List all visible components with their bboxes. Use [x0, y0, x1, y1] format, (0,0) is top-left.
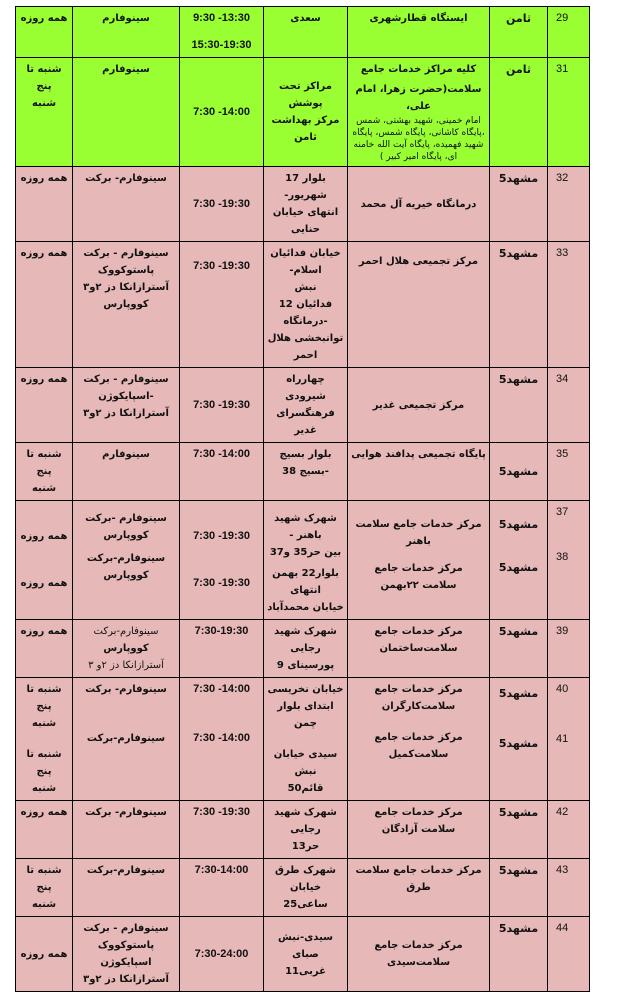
station-cell: پایگاه تجمیعی پدافند هوایی	[348, 443, 490, 501]
station-cell: مرکز خدمات جامع سلامت آزادگان	[348, 801, 490, 859]
station-cell: کلیه مراکز خدمات جامع سلامت(حضرت زهرا، امام علی، امام خمینی، شهید بهشتی، شمس ،پایگاه کاشانی، پایگاه شمس، پایگاه شهید فهمیده، پایگاه آیت الله خامنه ای، پایگاه امیر کبیر )	[348, 58, 490, 167]
city-cell: ثامن	[490, 58, 548, 167]
time-cell: 7:30 -19:30	[180, 167, 264, 242]
row-number: 31	[548, 58, 590, 167]
city-cell: مشهد5	[490, 443, 548, 501]
time-cell: 7:30 -19:30 7:30 -19:30	[180, 501, 264, 620]
city-cell: مشهد5	[490, 368, 548, 443]
table-row	[16, 501, 590, 620]
days-cell: شنبه تا پنج شنبه	[16, 443, 73, 501]
city-cell: مشهد5	[490, 167, 548, 242]
vaccine-cell: سینوفارم-برکت	[73, 859, 180, 917]
station-cell: مرکز خدمات جامع سلامت باهنر مرکز خدمات جامع سلامت ۲۲بهمن	[348, 501, 490, 620]
vaccination-schedule-table	[15, 6, 590, 992]
time-cell: 7:30 -14:00	[180, 443, 264, 501]
time-cell: 7:30 -19:30	[180, 242, 264, 368]
days-cell: همه روزه	[16, 620, 73, 678]
time-cell: 7:30-14:00	[180, 859, 264, 917]
time-cell: 7:30 -14:00 7:30 -14:00	[180, 678, 264, 801]
row-number: 33	[548, 242, 590, 368]
station-cell: مرکز خدمات جامع سلامت‌ساختمان	[348, 620, 490, 678]
table-row	[16, 620, 590, 678]
address-cell: خیابان فدائیان اسلام- نبش فدائیان 12 -درمانگاه توانبخشی هلال احمر	[264, 242, 348, 368]
table-row	[16, 58, 590, 167]
city-cell: مشهد5 مشهد5	[490, 678, 548, 801]
vaccine-cell: سینوفارم -برکت کووپارس سینوفارم-برکت کووپارس	[73, 501, 180, 620]
vaccine-cell: سینوفارم- برکت	[73, 801, 180, 859]
address-cell: شهرک شهید باهنر - بین حر35 و37 بلوار22 بهمن انتهای خیابان محمدآباد	[264, 501, 348, 620]
row-number: 40 41	[548, 678, 590, 801]
table-row	[16, 678, 590, 801]
row-number: 43	[548, 859, 590, 917]
vaccine-cell: سینوفارم- برکت سینوفارم-برکت	[73, 678, 180, 801]
table-row	[16, 443, 590, 501]
time-cell: 9:30 -13:30 15:30-19:30	[180, 7, 264, 58]
city-cell: مشهد5	[490, 801, 548, 859]
city-cell: مشهد5	[490, 620, 548, 678]
vaccine-cell: سینوفارم	[73, 58, 180, 167]
table-row	[16, 917, 590, 992]
days-cell: همه روزه	[16, 368, 73, 443]
city-cell: مشهد5	[490, 917, 548, 992]
city-cell: مشهد5 مشهد5	[490, 501, 548, 620]
table-row	[16, 801, 590, 859]
row-number: 29	[548, 7, 590, 58]
days-cell: شنبه تا پنج شنبه	[16, 859, 73, 917]
row-number: 32	[548, 167, 590, 242]
row-number: 44	[548, 917, 590, 992]
time-cell: 7:30 -19:30	[180, 368, 264, 443]
city-cell: مشهد5	[490, 859, 548, 917]
address-cell: چهارراه شیرودی فرهنگسرای غدیر	[264, 368, 348, 443]
row-number: 34	[548, 368, 590, 443]
city-cell: مشهد5	[490, 242, 548, 368]
table-row	[16, 7, 590, 58]
row-number: 37 38	[548, 501, 590, 620]
days-cell: شنبه تا پنج شنبه	[16, 58, 73, 167]
station-cell: مرکز تجمیعی هلال احمر	[348, 242, 490, 368]
address-cell: شهرک شهید رجایی حر13	[264, 801, 348, 859]
row-number: 42	[548, 801, 590, 859]
time-cell: 7:30-19:30	[180, 620, 264, 678]
table-row	[16, 368, 590, 443]
address-cell: شهرک شهید رجایی پورسینای 9	[264, 620, 348, 678]
vaccine-cell: سینوفارم - برکت -اسپایکوژن آسترازانکا دز ۲و۳	[73, 368, 180, 443]
address-cell: خیابان نخریسی ابتدای بلوار چمن سیدی خیابان نبش قائم50	[264, 678, 348, 801]
station-cell: ایستگاه قطارشهری	[348, 7, 490, 58]
time-cell: 7:30 -14:00	[180, 58, 264, 167]
station-cell: درمانگاه خیریه آل محمد	[348, 167, 490, 242]
table-row	[16, 859, 590, 917]
address-cell: شهرک طرق خیابان ساعی25	[264, 859, 348, 917]
address-cell: سیدی-نبش صبای غربی11	[264, 917, 348, 992]
days-cell: همه روزه	[16, 917, 73, 992]
address-cell: بلوار 17 شهریور- انتهای خیابان حنایی	[264, 167, 348, 242]
station-cell: مرکز خدمات جامع سلامت‌کارگران مرکز خدمات جامع سلامت‌کمیل	[348, 678, 490, 801]
days-cell: همه روزه همه روزه	[16, 501, 73, 620]
time-cell: 7:30 -19:30	[180, 801, 264, 859]
vaccine-cell: سینوفارم - برکت پاستوکووک اسپایکوژن آسترازانکا دز ۲و۳	[73, 917, 180, 992]
address-cell: بلوار بسیج -بسیج 38	[264, 443, 348, 501]
days-cell: همه روزه	[16, 167, 73, 242]
days-cell: شنبه تا پنج شنبه شنبه تا پنج شنبه	[16, 678, 73, 801]
row-number: 35	[548, 443, 590, 501]
vaccine-cell: سینوفارم - برکت پاستوکووک آسترازانکا دز ۲و۳ کووپارس	[73, 242, 180, 368]
days-cell: همه روزه	[16, 7, 73, 58]
vaccine-cell: سینوفارم- برکت	[73, 167, 180, 242]
days-cell: همه روزه	[16, 242, 73, 368]
days-cell: همه روزه	[16, 801, 73, 859]
table-row	[16, 167, 590, 242]
station-cell: مرکز تجمیعی غدیر	[348, 368, 490, 443]
address-cell: سعدی	[264, 7, 348, 58]
station-cell: مرکز خدمات جامع سلامت طرق	[348, 859, 490, 917]
table-row	[16, 242, 590, 368]
address-cell: مراکز تحت پوشش مرکز بهداشت ثامن	[264, 58, 348, 167]
vaccine-cell: سینوفارم-برکت کووپارس آسترازانکا دز ۲و ۳	[73, 620, 180, 678]
station-cell: مرکز خدمات جامع سلامت‌سیدی	[348, 917, 490, 992]
vaccine-cell: سینوفارم	[73, 443, 180, 501]
city-cell: ثامن	[490, 7, 548, 58]
time-cell: 7:30-24:00	[180, 917, 264, 992]
row-number: 39	[548, 620, 590, 678]
vaccine-cell: سینوفارم	[73, 7, 180, 58]
